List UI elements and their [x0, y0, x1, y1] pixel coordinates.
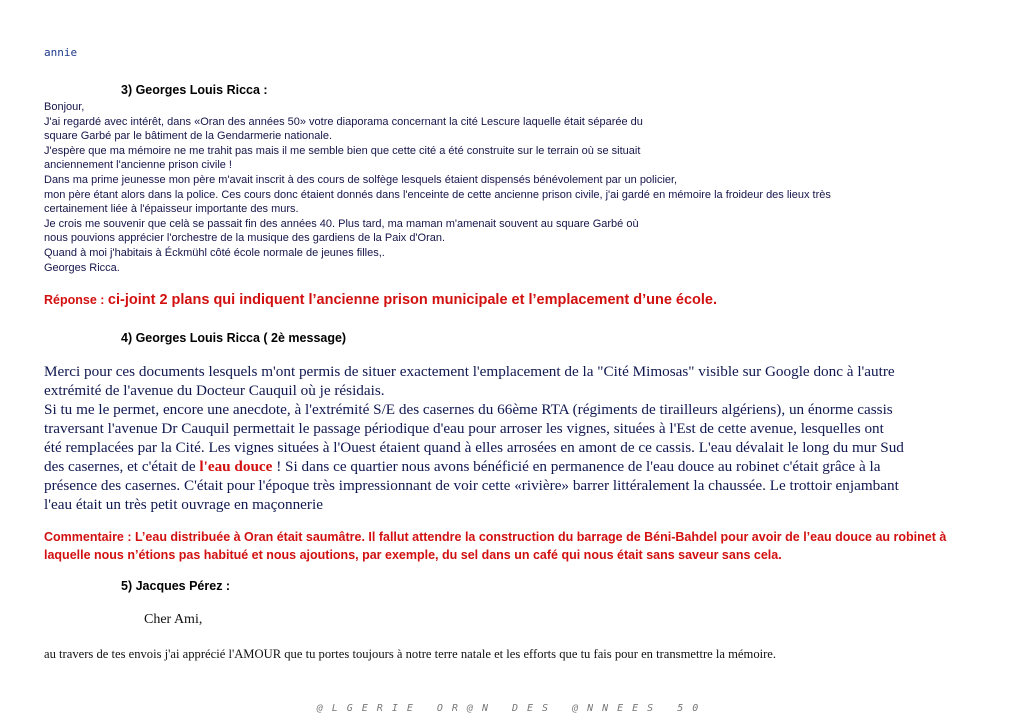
greeting: Cher Ami, [144, 612, 203, 627]
letter-line: square Garbé par le bâtiment de la Gendarmerie nationale. [44, 130, 333, 143]
page-footer: @LGERIE OR@N DES @NNEES 50 [316, 703, 708, 714]
reponse-text: ci-joint 2 plans qui indiquent l’ancienne prison municipale et l’emplacement d’une école. [107, 292, 718, 308]
author-tag: annie [44, 46, 78, 59]
section-4-heading: 4) Georges Louis Ricca ( 2è message) [121, 331, 347, 345]
letter-line: mon père étant alors dans la police. Ces cours donc étaient donnés dans l'enceinte de cette ancienne prison civile, j'ai gardé en mémoire la froideur des lieux très [44, 188, 831, 201]
section-5-heading: 5) Jacques Pérez : [121, 579, 231, 593]
letter-line: anciennement l'ancienne prison civile ! [44, 159, 232, 172]
letter-line: certainement liée à l'épaisseur importante des murs. [44, 203, 299, 216]
section-4-message [44, 362, 984, 514]
section-5-text: au travers de tes envois j'ai apprécié l'AMOUR que tu portes toujours à notre terre natale et les efforts que tu fais pour en transmettre la mémoire. [44, 647, 777, 661]
commentaire-line: laquelle nous n’étions pas habitué et nous ajoutions, par exemple, du sel dans un café qui nous était sans saveur sans cela. [44, 548, 782, 562]
letter-line: J'espère que ma mémoire ne me trahit pas mais il me semble bien que cette cité a été construite sur le terrain où se situait [44, 144, 641, 157]
message-line: été remplacées par la Cité. Les vignes situées à l'Ouest étaient quand à elles arrosées en amont de ce cassis. L'eau dévalait le long du mur Sud [44, 439, 904, 456]
letter-line: nous pouvions apprécier l'orchestre de la musique des gardiens de la Paix d'Oran. [44, 232, 446, 245]
letter-line: Georges Ricca. [44, 261, 120, 274]
letter-line: Dans ma prime jeunesse mon père m'avait inscrit à des cours de solfège lesquels étaient dispensés bénévolement par un policier, [44, 173, 678, 186]
letter-line: Bonjour, [44, 101, 85, 113]
message-line: l'eau était un très petit ouvrage en maçonnerie [44, 496, 323, 513]
reponse-label: Réponse : [44, 293, 108, 307]
commentaire-line: Commentaire : L’eau distribuée à Oran était saumâtre. Il fallut attendre la construction du barrage de Béni-Bahdel pour avoir de l’eau douce au robinet à [44, 530, 947, 544]
message-line: Si tu me le permet, encore une anecdote, à l'extrémité S/E des casernes du 66ème RTA (régiments de tirailleurs algériens), un énorme cassis [44, 401, 893, 418]
eau-douce-highlight: l'eau douce [199, 458, 273, 475]
message-line: extrémité de l'avenue du Docteur Cauquil où je résidais. [44, 382, 385, 399]
message-line [44, 457, 984, 476]
reponse-paragraph [44, 292, 717, 308]
letter-line: Je crois me souvenir que celà se passait fin des années 40. Plus tard, ma maman m'amenait souvent au square Garbé où [44, 217, 639, 230]
message-line: Merci pour ces documents lesquels m'ont permis de situer exactement l'emplacement de la "Cité Mimosas" visible sur Google donc à l'autre [44, 363, 895, 380]
letter-line: Quand à moi j'habitais à Éckmühl côté école normale de jeunes filles,. [44, 246, 385, 259]
message-line: présence des casernes. C'était pour l'époque très impressionnant de voir cette «rivière» barrer littéralement la chaussée. Le trottoir enjambant [44, 477, 899, 494]
message-text: des casernes, et c'était de [44, 458, 200, 475]
section-3-heading: 3) Georges Louis Ricca : [121, 83, 268, 97]
section-3-letter [44, 100, 1004, 275]
letter-line: J'ai regardé avec intérêt, dans «Oran des années 50» votre diaporama concernant la cité Lescure laquelle était séparée du [44, 115, 643, 128]
commentaire-paragraph [44, 528, 994, 564]
message-text: ! Si dans ce quartier nous avons bénéficié en permanence de l'eau douce au robinet c'était grâce à la [272, 458, 881, 475]
message-line: traversant l'avenue Dr Cauquil permettait le passage périodique d'eau pour arroser les vignes, situées à l'Est de cette avenue, lesquelles ont [44, 420, 884, 437]
